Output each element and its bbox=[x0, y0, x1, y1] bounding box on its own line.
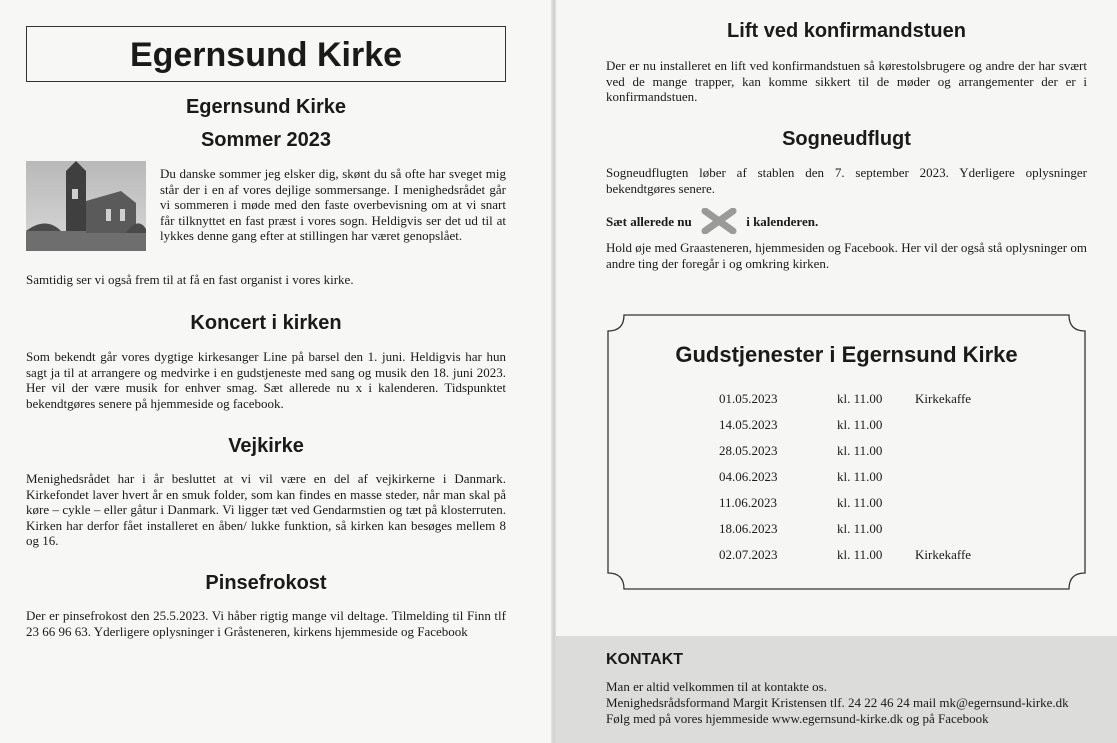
x-mark-icon bbox=[699, 208, 739, 238]
schedule-time: kl. 11.00 bbox=[837, 417, 883, 432]
schedule-time: kl. 11.00 bbox=[837, 521, 883, 536]
intro-text-2: Samtidig ser vi også frem til at få en fast organist i vores kirke. bbox=[26, 272, 354, 287]
section-heading-pinsefrokost: Pinsefrokost bbox=[205, 572, 327, 594]
subtitle-season: Sommer 2023 bbox=[200, 129, 332, 151]
schedule-date: 14.05.2023 bbox=[719, 417, 778, 432]
schedule-time: kl. 11.00 bbox=[837, 469, 883, 484]
schedule-row bbox=[606, 469, 1087, 495]
page-title: Egernsund Kirke bbox=[26, 26, 506, 82]
schedule-row bbox=[606, 391, 1087, 417]
calendar-line bbox=[606, 208, 818, 238]
schedule-date: 01.05.2023 bbox=[719, 391, 778, 406]
schedule-row bbox=[606, 443, 1087, 469]
contact-line-3: Følg med på vores hjemmeside www.egernsund-kirke.dk og på Facebook bbox=[606, 711, 989, 726]
contact-line-2: Menighedsrådsformand Margit Kristensen tlf. 24 22 46 24 mail mk@egernsund-kirke.dk bbox=[606, 695, 1069, 710]
schedule-row bbox=[606, 547, 1087, 573]
schedule-time: kl. 11.00 bbox=[837, 391, 883, 406]
subtitle-church: Egernsund Kirke bbox=[185, 96, 347, 118]
schedule-date: 02.07.2023 bbox=[719, 547, 778, 562]
schedule-note: Kirkekaffe bbox=[915, 391, 972, 406]
calendar-before: Sæt allerede nu bbox=[606, 213, 692, 229]
schedule-date: 11.06.2023 bbox=[719, 495, 778, 510]
lift-text: Der er nu installeret en lift ved konfirmandstuen så kørestolsbrugere og andre der har svært ved de mange trapper, kan komme sikkert til de møder og arrangementer der er i konfirmandstuen. bbox=[606, 58, 1087, 104]
schedule-time: kl. 11.00 bbox=[837, 443, 883, 458]
schedule-date: 04.06.2023 bbox=[719, 469, 778, 484]
church-photo bbox=[26, 161, 146, 251]
schedule-date: 18.06.2023 bbox=[719, 521, 778, 536]
schedule-title: Gudstjenester i Egernsund Kirke bbox=[675, 342, 1018, 367]
schedule-date: 28.05.2023 bbox=[719, 443, 778, 458]
trip-text: Sogneudflugten løber af stablen den 7. september 2023. Yderligere oplysninger bekendtgøres senere. bbox=[606, 165, 1087, 196]
contact-heading: KONTAKT bbox=[606, 651, 684, 668]
schedule-time: kl. 11.00 bbox=[837, 547, 883, 562]
schedule-row bbox=[606, 521, 1087, 547]
section-text-pinsefrokost: Der er pinsefrokost den 25.5.2023. Vi håber rigtig mange vil deltage. Tilmelding til Finn tlf 23 66 96 63. Yderligere oplysninger i Gråsteneren, kirkens hjemmeside og Facebook bbox=[26, 608, 506, 639]
contact-line-1: Man er altid velkommen til at kontakte os. bbox=[606, 679, 827, 694]
schedule-row bbox=[606, 417, 1087, 443]
schedule-time: kl. 11.00 bbox=[837, 495, 883, 510]
trip-heading: Sogneudflugt bbox=[782, 128, 911, 150]
intro-text: Du danske sommer jeg elsker dig, skønt du så ofte har sveget mig står der i en af vores dejlige sommersange. I menighedsrådet går vi sommeren i møde med den faste overbevisning om at vi snart får tilknyttet en fast præst i vores sogn. Heldigvis ser det ud til at lykkes denne gang efter at stillingen har været genopslået. bbox=[160, 166, 506, 243]
section-text-concert: Som bekendt går vores dygtige kirkesanger Line på barsel den 1. juni. Heldigvis har hun sagt ja til at arrangere og medvirke i en gudstjeneste med sang og musik den 18. juni 2023. Her vil der være musik for enhver smag. Sæt allerede nu x i kalenderen. Tidspunktet bekendtgøres senere på hjemmeside og facebook. bbox=[26, 349, 506, 411]
section-heading-vejkirke: Vejkirke bbox=[228, 435, 304, 457]
contact-box bbox=[556, 636, 1117, 743]
schedule-row bbox=[606, 495, 1087, 521]
section-heading-concert: Koncert i kirken bbox=[190, 312, 342, 334]
follow-text: Hold øje med Graasteneren, hjemmesiden og Facebook. Her vil der også stå oplysninger om andre ting der foregår i og omkring kirken. bbox=[606, 240, 1087, 271]
schedule-table bbox=[606, 391, 1087, 573]
calendar-after: i kalenderen. bbox=[746, 213, 819, 229]
lift-heading: Lift ved konfirmandstuen bbox=[727, 20, 966, 42]
section-text-vejkirke: Menighedsrådet har i år besluttet at vi vil være en del af vejkirkerne i Danmark. Kirkefondet laver hvert år en smuk folder, som kan findes en masse steder, når man skal på køre – cykle – eller gåtur i Danmark. Vi ligger tæt ved Gendarmstien og tæt på klosterruten. Kirken har derfor fået installeret en åben/ lukke funktion, så kirken kan besøges mellem 8 og 16. bbox=[26, 471, 506, 548]
schedule-note: Kirkekaffe bbox=[915, 547, 972, 562]
